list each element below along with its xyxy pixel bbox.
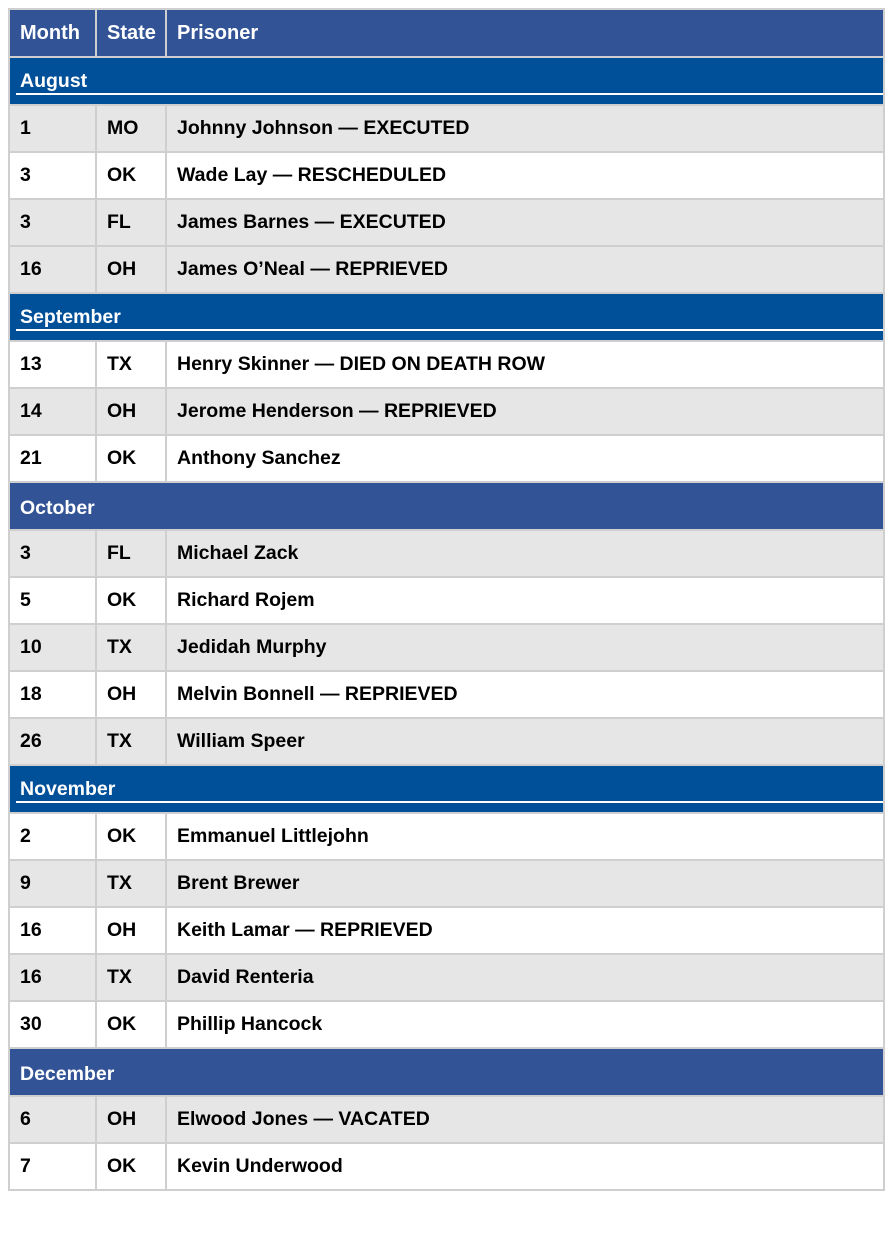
day-cell: 18 bbox=[9, 671, 96, 718]
table-row bbox=[9, 1001, 884, 1048]
table-row bbox=[9, 435, 884, 482]
state-cell: OK bbox=[96, 813, 166, 860]
state-cell: OK bbox=[96, 1001, 166, 1048]
state-cell: OK bbox=[96, 435, 166, 482]
day-cell: 6 bbox=[9, 1096, 96, 1143]
table-body bbox=[9, 57, 884, 1190]
state-cell: TX bbox=[96, 954, 166, 1001]
table-row bbox=[9, 530, 884, 577]
state-cell: OK bbox=[96, 1143, 166, 1190]
day-cell: 16 bbox=[9, 954, 96, 1001]
prisoner-cell: Henry Skinner — DIED ON DEATH ROW bbox=[166, 341, 884, 388]
state-cell: OH bbox=[96, 388, 166, 435]
state-cell: TX bbox=[96, 341, 166, 388]
prisoner-cell: Melvin Bonnell — REPRIEVED bbox=[166, 671, 884, 718]
day-cell: 16 bbox=[9, 907, 96, 954]
prisoner-cell: Elwood Jones — VACATED bbox=[166, 1096, 884, 1143]
month-label: August bbox=[16, 66, 883, 95]
prisoner-cell: Brent Brewer bbox=[166, 860, 884, 907]
prisoner-cell: Anthony Sanchez bbox=[166, 435, 884, 482]
month-band bbox=[9, 482, 884, 530]
prisoner-cell: Jerome Henderson — REPRIEVED bbox=[166, 388, 884, 435]
day-cell: 10 bbox=[9, 624, 96, 671]
state-cell: OH bbox=[96, 1096, 166, 1143]
table-row bbox=[9, 577, 884, 624]
table-row bbox=[9, 718, 884, 765]
state-cell: OH bbox=[96, 246, 166, 293]
table-row bbox=[9, 813, 884, 860]
month-label: November bbox=[16, 774, 883, 803]
state-cell: OK bbox=[96, 152, 166, 199]
prisoner-cell: William Speer bbox=[166, 718, 884, 765]
prisoner-cell: James O’Neal — REPRIEVED bbox=[166, 246, 884, 293]
state-cell: FL bbox=[96, 530, 166, 577]
table-row bbox=[9, 105, 884, 152]
day-cell: 30 bbox=[9, 1001, 96, 1048]
table-row bbox=[9, 624, 884, 671]
state-cell: TX bbox=[96, 718, 166, 765]
month-label: September bbox=[16, 302, 883, 331]
table-row bbox=[9, 341, 884, 388]
state-cell: MO bbox=[96, 105, 166, 152]
table-row bbox=[9, 671, 884, 718]
day-cell: 2 bbox=[9, 813, 96, 860]
month-band bbox=[9, 1048, 884, 1096]
month-row bbox=[9, 765, 884, 813]
day-cell: 3 bbox=[9, 530, 96, 577]
month-row bbox=[9, 1048, 884, 1096]
day-cell: 14 bbox=[9, 388, 96, 435]
table-row bbox=[9, 954, 884, 1001]
month-label: December bbox=[20, 1062, 115, 1085]
table-row bbox=[9, 246, 884, 293]
table-row bbox=[9, 907, 884, 954]
month-row bbox=[9, 293, 884, 341]
day-cell: 1 bbox=[9, 105, 96, 152]
prisoner-cell: Johnny Johnson — EXECUTED bbox=[166, 105, 884, 152]
prisoner-cell: Keith Lamar — REPRIEVED bbox=[166, 907, 884, 954]
table-row bbox=[9, 860, 884, 907]
month-row bbox=[9, 57, 884, 105]
prisoner-cell: David Renteria bbox=[166, 954, 884, 1001]
day-cell: 21 bbox=[9, 435, 96, 482]
header-row bbox=[9, 9, 884, 57]
day-cell: 3 bbox=[9, 152, 96, 199]
month-band bbox=[9, 293, 884, 341]
prisoner-cell: Wade Lay — RESCHEDULED bbox=[166, 152, 884, 199]
day-cell: 3 bbox=[9, 199, 96, 246]
table-row bbox=[9, 152, 884, 199]
table-row bbox=[9, 199, 884, 246]
table-row bbox=[9, 1143, 884, 1190]
state-cell: FL bbox=[96, 199, 166, 246]
header-prisoner: Prisoner bbox=[166, 9, 884, 57]
prisoner-cell: Richard Rojem bbox=[166, 577, 884, 624]
prisoner-cell: Phillip Hancock bbox=[166, 1001, 884, 1048]
month-label: October bbox=[20, 496, 95, 519]
day-cell: 7 bbox=[9, 1143, 96, 1190]
table-row bbox=[9, 388, 884, 435]
prisoner-cell: Michael Zack bbox=[166, 530, 884, 577]
table-row bbox=[9, 1096, 884, 1143]
month-band bbox=[9, 57, 884, 105]
month-band bbox=[9, 765, 884, 813]
state-cell: OK bbox=[96, 577, 166, 624]
prisoner-cell: Jedidah Murphy bbox=[166, 624, 884, 671]
prisoner-cell: Emmanuel Littlejohn bbox=[166, 813, 884, 860]
prisoner-cell: Kevin Underwood bbox=[166, 1143, 884, 1190]
state-cell: OH bbox=[96, 907, 166, 954]
day-cell: 9 bbox=[9, 860, 96, 907]
state-cell: TX bbox=[96, 860, 166, 907]
day-cell: 5 bbox=[9, 577, 96, 624]
day-cell: 26 bbox=[9, 718, 96, 765]
execution-schedule-table bbox=[8, 8, 885, 1191]
header-month: Month bbox=[9, 9, 96, 57]
state-cell: TX bbox=[96, 624, 166, 671]
day-cell: 16 bbox=[9, 246, 96, 293]
month-row bbox=[9, 482, 884, 530]
day-cell: 13 bbox=[9, 341, 96, 388]
prisoner-cell: James Barnes — EXECUTED bbox=[166, 199, 884, 246]
header-state: State bbox=[96, 9, 166, 57]
state-cell: OH bbox=[96, 671, 166, 718]
